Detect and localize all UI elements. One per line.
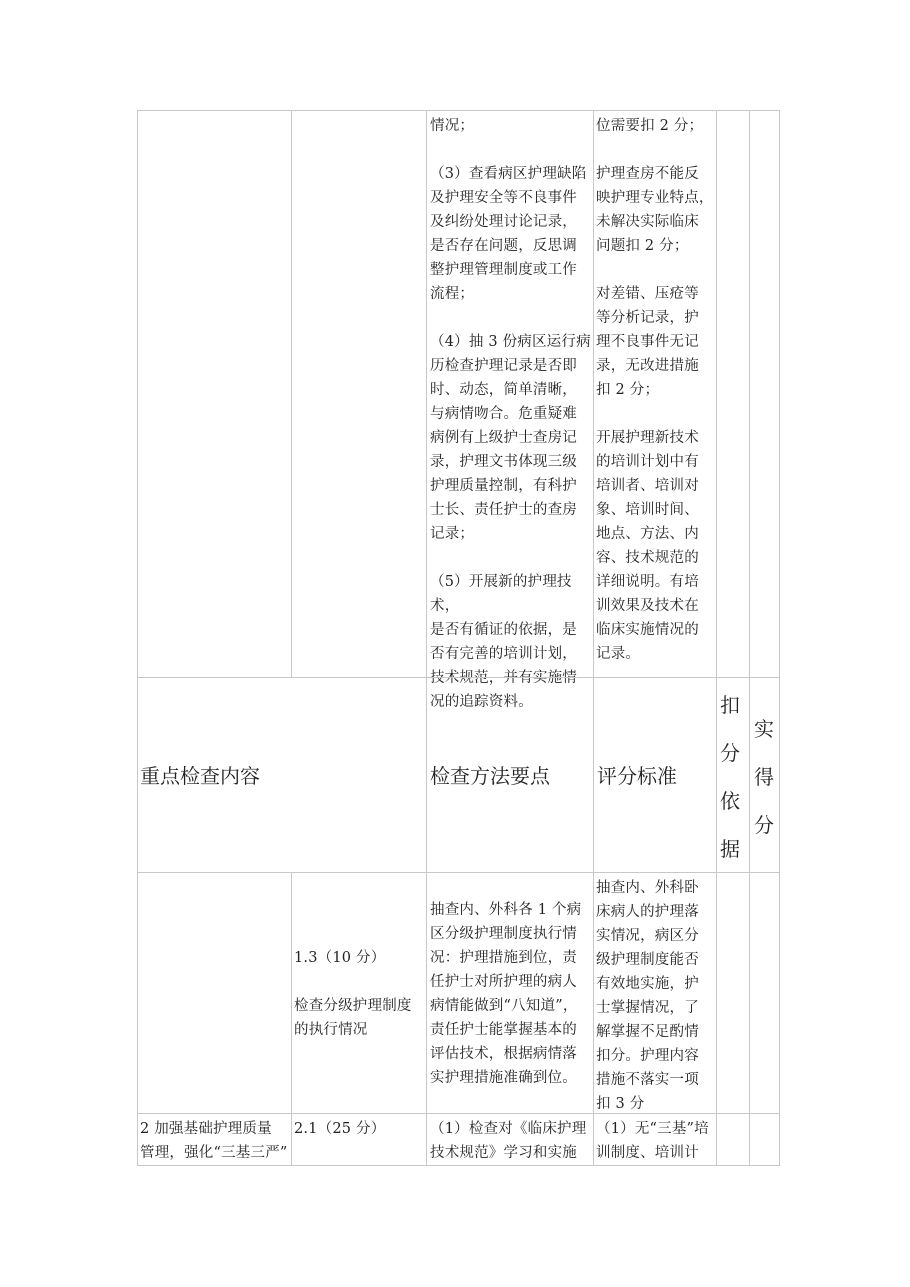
text-line: 分 xyxy=(720,741,740,765)
text-line: 时、动态，简单清晰， xyxy=(430,382,577,398)
text-line: 对差错、压疮等 xyxy=(596,286,699,302)
text-line: 训制度、培训计 xyxy=(596,1145,699,1161)
item-1-3-desc xyxy=(294,994,428,1042)
text-line: 病情能做到“八知道”， xyxy=(430,998,578,1014)
table-cell xyxy=(291,110,427,678)
text-line: 护理质量控制，有科护 xyxy=(430,478,577,494)
text-line xyxy=(596,258,720,282)
text-line: 士长、责任护士的查房 xyxy=(430,502,577,518)
text-line: 据 xyxy=(720,837,740,861)
text-line: 得 xyxy=(754,765,774,789)
text-line: 录，无改进措施 xyxy=(596,358,699,374)
basis-cell xyxy=(716,872,750,1114)
item-1-3-criteria xyxy=(596,876,720,1116)
item-1-3-title: 1.3（10 分） xyxy=(294,950,386,966)
text-line: 否有完善的培训计划， xyxy=(430,646,577,662)
text-line: 检查分级护理制度 xyxy=(294,998,412,1014)
text-line: 等分析记录，护 xyxy=(596,310,699,326)
text-line: 技术规范，并有实施情 xyxy=(430,670,577,686)
text-line: （5）开展新的护理技术， xyxy=(430,574,572,614)
text-line: 开展护理新技术 xyxy=(596,430,699,446)
text-line xyxy=(596,138,720,162)
text-line: 是否有循证的依据，是 xyxy=(430,622,577,638)
text-line: 实情况，病区分 xyxy=(596,928,699,944)
text-line xyxy=(430,306,598,330)
section1-method-text xyxy=(430,114,598,714)
text-line: 床病人的护理落 xyxy=(596,904,699,920)
item-2-1-criteria xyxy=(596,1117,720,1165)
header-criteria: 评分标准 xyxy=(597,764,677,788)
text-line: 技术规范》学习和实施 xyxy=(430,1145,577,1161)
text-line: 映护理专业特点， xyxy=(596,190,714,206)
item-2-1-method xyxy=(430,1117,598,1165)
text-line: 位需要扣 2 分； xyxy=(596,118,704,134)
text-line: 未解决实际临床 xyxy=(596,214,699,230)
text-line: （1）无“三基”培 xyxy=(596,1121,709,1137)
text-line: 地点、方法、内 xyxy=(596,526,699,542)
item-2-1-title: 2.1（25 分） xyxy=(294,1121,386,1137)
text-line: 管理，强化“三基三严” xyxy=(140,1145,288,1161)
text-line: （1）检查对《临床护理 xyxy=(430,1121,587,1137)
text-line: 及护理安全等不良事件 xyxy=(430,190,577,206)
text-line: 解掌握不足酌情 xyxy=(596,1024,699,1040)
text-line: 措施不落实一项 xyxy=(596,1072,699,1088)
header-score xyxy=(752,705,776,849)
text-line: 详细说明。有培 xyxy=(596,574,699,590)
table-cell xyxy=(137,110,292,678)
text-line: 病例有上级护士查房记 xyxy=(430,430,577,446)
text-line: 问题扣 2 分； xyxy=(596,238,689,254)
text-line: 实护理措施准确到位。 xyxy=(430,1070,577,1086)
text-line: 情况； xyxy=(430,118,475,134)
basis-cell xyxy=(716,1113,750,1166)
text-line: 录，护理文书体现三级 xyxy=(430,454,577,470)
text-line xyxy=(430,546,598,570)
text-line: 记录； xyxy=(430,526,475,542)
text-line: 评估技术，根据病情落 xyxy=(430,1046,577,1062)
item-cell xyxy=(291,872,427,1114)
section1-criteria-text xyxy=(596,114,720,666)
text-line: 级护理制度能否 xyxy=(596,952,699,968)
text-line: 士掌握情况，了 xyxy=(596,1000,699,1016)
text-line: 培训者、培训对 xyxy=(596,478,699,494)
text-line: 与病情吻合。危重疑难 xyxy=(430,406,577,422)
text-line: （4）抽 3 份病区运行病 xyxy=(430,334,591,350)
text-line: 况的追踪资料。 xyxy=(430,694,533,710)
text-line: 护理查房不能反 xyxy=(596,166,699,182)
text-line: 依 xyxy=(720,789,740,813)
text-line: 容、技术规范的 xyxy=(596,550,699,566)
text-line: 实 xyxy=(754,717,774,741)
text-line: 有效地实施，护 xyxy=(596,976,699,992)
text-line: （3）查看病区护理缺陷 xyxy=(430,166,587,182)
text-line: 流程； xyxy=(430,286,475,302)
item-1-3-method xyxy=(430,898,598,1090)
text-line: 记录。 xyxy=(596,646,641,662)
text-line: 是否存在问题，反思调 xyxy=(430,238,577,254)
header-method: 检查方法要点 xyxy=(430,764,550,788)
text-line: 扣 3 分 xyxy=(596,1096,645,1112)
text-line: 及纠纷处理讨论记录， xyxy=(430,214,577,230)
score-cell xyxy=(749,110,780,678)
text-line: 任护士对所护理的病人 xyxy=(430,974,577,990)
text-line: 临床实施情况的 xyxy=(596,622,699,638)
header-content: 重点检查内容 xyxy=(140,764,260,788)
score-cell xyxy=(749,1113,780,1166)
text-line: 抽查内、外科各 1 个病 xyxy=(430,902,582,918)
basis-cell xyxy=(716,110,750,678)
item-2-content xyxy=(140,1117,294,1165)
text-line: 历检查护理记录是否即 xyxy=(430,358,577,374)
score-cell xyxy=(749,872,780,1114)
text-line: 的执行情况 xyxy=(294,1022,368,1038)
header-basis xyxy=(718,681,742,873)
text-line: 区分级护理制度执行情 xyxy=(430,926,577,942)
text-line: 象、培训时间、 xyxy=(596,502,699,518)
text-line: 况：护理措施到位，责 xyxy=(430,950,577,966)
text-line: 抽查内、外科卧 xyxy=(596,880,699,896)
text-line: 扣分。护理内容 xyxy=(596,1048,699,1064)
text-line: 扣 2 分； xyxy=(596,382,660,398)
text-line: 理不良事件无记 xyxy=(596,334,699,350)
text-line: 的培训计划中有 xyxy=(596,454,699,470)
text-line: 分 xyxy=(754,813,774,837)
text-line: 2 加强基础护理质量 xyxy=(140,1121,272,1137)
table-cell xyxy=(137,872,292,1114)
text-line xyxy=(430,138,598,162)
text-line: 整护理管理制度或工作 xyxy=(430,262,577,278)
text-line: 扣 xyxy=(720,693,740,717)
text-line: 训效果及技术在 xyxy=(596,598,699,614)
text-line: 责任护士能掌握基本的 xyxy=(430,1022,577,1038)
text-line xyxy=(596,402,720,426)
